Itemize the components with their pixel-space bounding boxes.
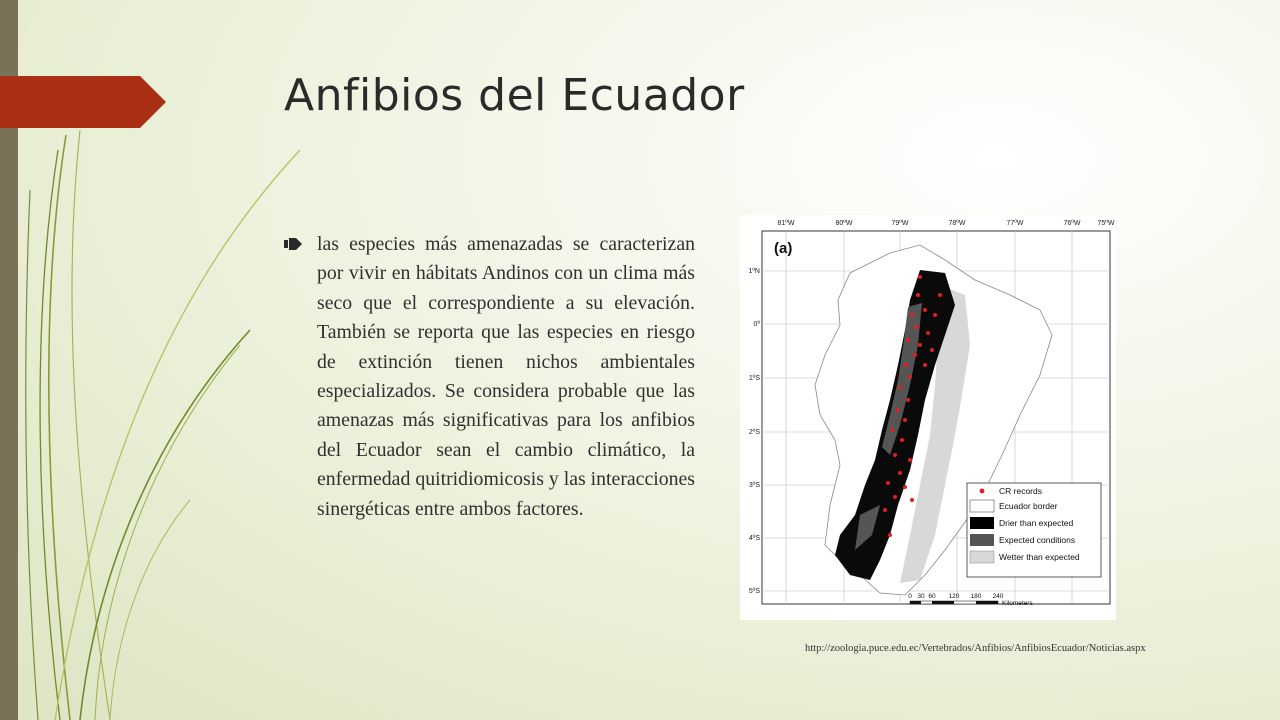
lat-label: 1ºN	[748, 268, 760, 275]
svg-text:Kilometers: Kilometers	[1002, 600, 1033, 607]
map-legend	[967, 483, 1101, 577]
bullet-text: las especies más amenazadas se caracterizan por vivir en hábitats Andinos con un clima más seco que el correspondiente a su elevación. También se reporta que las especies en riesgo de extinción tienen nichos ambientales especializados. Se considera probable que las amenazas más significativas para los anfibios del Ecuador sean el cambio climático, la enfermedad quitridiomicosis y las interacciones sinergéticas entre ambos factores.	[317, 233, 695, 520]
svg-text:180: 180	[970, 593, 982, 600]
lon-label: 75ºW	[1097, 220, 1115, 227]
title-arrow-shape	[0, 76, 166, 128]
page-title: Anfibios del Ecuador	[284, 70, 745, 121]
lon-label: 79ºW	[891, 220, 909, 227]
lat-label: 4ºS	[748, 535, 760, 542]
lat-label: 5ºS	[748, 588, 760, 595]
svg-text:240: 240	[992, 593, 1004, 600]
svg-text:60: 60	[928, 593, 936, 600]
legend-label: CR records	[999, 486, 1042, 496]
lon-label: 76ºW	[1063, 220, 1081, 227]
ecuador-map-figure	[740, 215, 1116, 620]
lat-label: 2ºS	[748, 429, 760, 436]
svg-text:120: 120	[948, 593, 960, 600]
lon-label: 78ºW	[948, 220, 966, 227]
legend-label: Drier than expected	[999, 518, 1074, 528]
legend-label: Expected conditions	[999, 535, 1076, 545]
legend-label: Wetter than expected	[999, 552, 1080, 562]
svg-text:0: 0	[908, 593, 912, 600]
lon-label: 80ºW	[835, 220, 853, 227]
lat-label: 0º	[753, 321, 760, 328]
source-url-text: http://zoologia.puce.edu.ec/Vertebrados/Anfibios/AnfibiosEcuador/Noticias.aspx	[805, 643, 1146, 654]
lat-label: 1ºS	[748, 375, 760, 382]
lon-label: 77ºW	[1006, 220, 1024, 227]
panel-label: (a)	[774, 240, 793, 257]
svg-text:30: 30	[917, 593, 925, 600]
arrow-bullet-icon	[284, 238, 302, 250]
legend-label: Ecuador border	[999, 501, 1058, 511]
lon-label: 81ºW	[777, 220, 795, 227]
lat-label: 3ºS	[748, 482, 760, 489]
